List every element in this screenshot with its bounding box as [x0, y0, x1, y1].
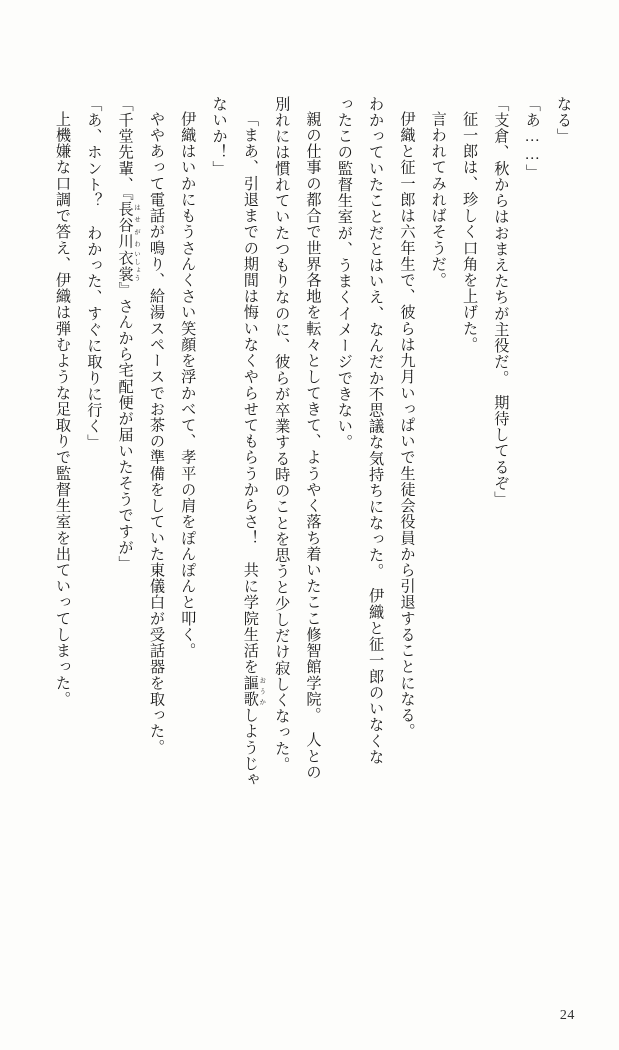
paragraph: なる」 [555, 96, 572, 145]
page-number: 24 [559, 1008, 575, 1023]
paragraph: 「千堂先輩、『長谷川 はせがわ衣裳 いしょう』さんから宅配便が届いたそうですが」 [116, 96, 141, 572]
paragraph: 言われてみればそうだ。 [429, 111, 447, 289]
paragraph: わかっていたことだとはいえ、なんだか不思議な気持ちになった。 伊織と征一郎のいなくな [367, 96, 385, 766]
paragraph: 伊織と征一郎は六年生で、彼らは九月いっぱいで生徒会役員から引退することになる。 [398, 111, 416, 740]
paragraph: 伊織はいかにもうさんくさい笑顔を浮かべて、孝平の肩をぽんぽんと叩く。 [179, 111, 197, 659]
paragraph: 親の仕事の都合で世界各地を転々としてきて、ようやく落ち着いたここ修智館学院。 人との [304, 111, 322, 781]
paragraph: ったこの監督生室が、うまくイメージできない。 [335, 96, 353, 451]
paragraph: 征一郎は、珍しく口角を上げた。 [461, 111, 479, 353]
novel-text-body [36, 96, 579, 926]
paragraph: 「あ……」 [523, 96, 541, 181]
paragraph: ないか！」 [210, 96, 228, 177]
paragraph: 上機嫌な口調で答え、伊織は弾むような足取りで監督生室を出ていってしまった。 [54, 111, 71, 708]
paragraph: 「支倉、秋からはおまえたちが主役だ。 期待してるぞ」 [492, 96, 510, 508]
paragraph: ややあって電話が鳴り、給湯スペースでお茶の準備をしていた東儀白が受話器を取った。 [147, 111, 165, 756]
paragraph: 「あ、ホント？ わかった、すぐに取りに行く」 [85, 96, 103, 451]
paragraph: 「まあ、引退までの期間は悔いなくやらせてもらうからさ！ 共に学院生活を謳歌 おうかしようじゃ [241, 111, 266, 788]
paragraph: 別れには慣れていたつもりなのに、彼らが卒業する時のことを思うと少しだけ寂しくなった。 [273, 96, 291, 773]
